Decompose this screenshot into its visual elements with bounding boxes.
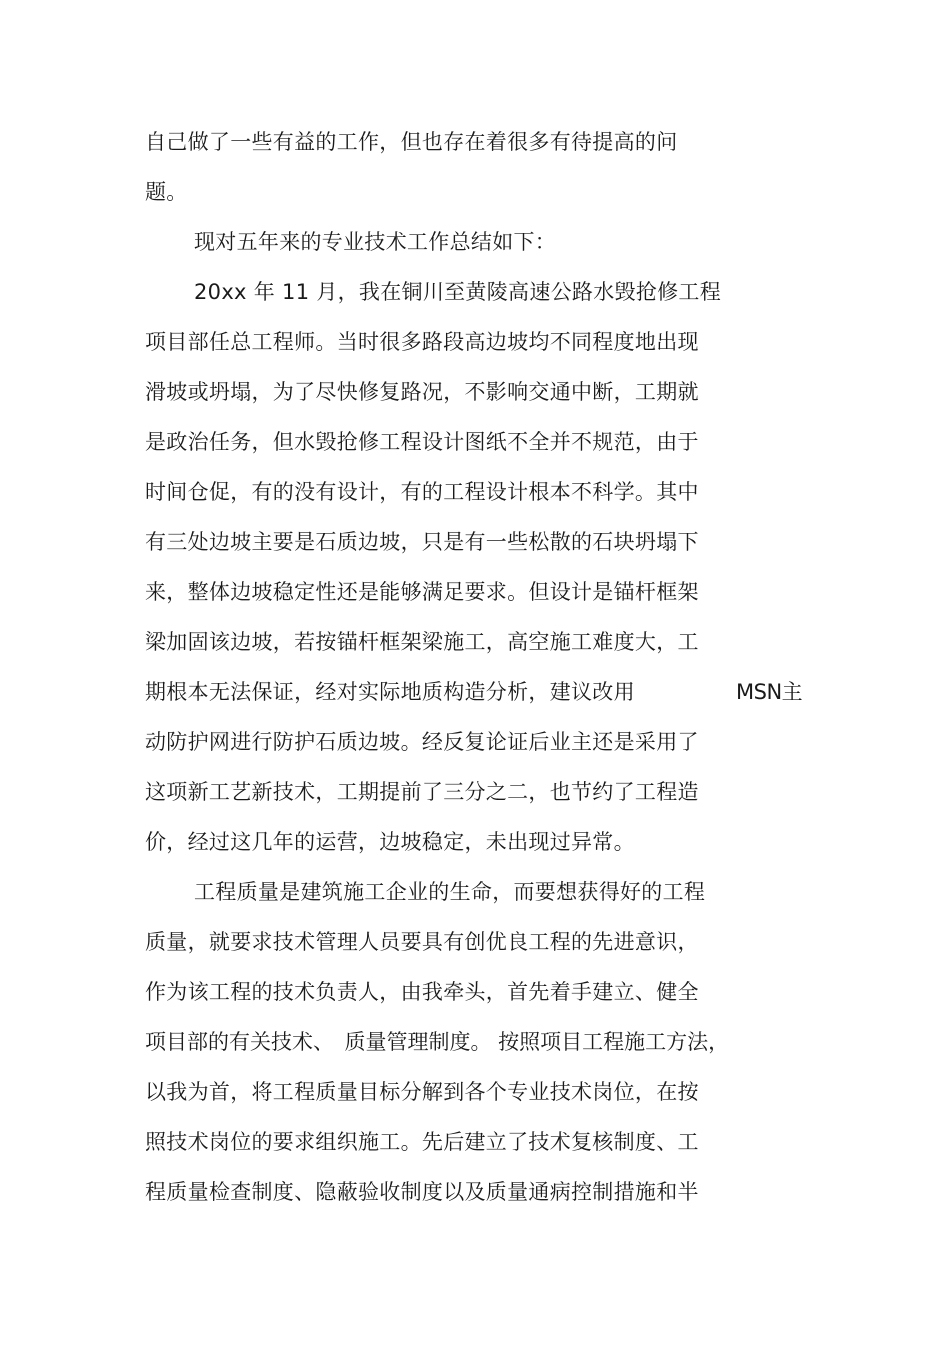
text-line-5: 项目部任总工程师。当时很多路段高边坡均不同程度地出现 [145,330,699,354]
text-line-22: 程质量检查制度、隐蔽验收制度以及质量通病控制措施和半 [145,1180,699,1204]
text-line-15: 价，经过这几年的运营，边坡稳定，未出现过异常。 [145,830,635,854]
text-line-19: 项目部的有关技术、 质量管理制度。 按照项目工程施工方法， [145,1030,730,1054]
text-line-10: 来，整体边坡稳定性还是能够满足要求。但设计是锚杆框架 [145,580,699,604]
text-line-3: 现对五年来的专业技术工作总结如下： [194,230,557,254]
text-line-9: 有三处边坡主要是石质边坡，只是有一些松散的石块坍塌下 [145,530,699,554]
text-line-6: 滑坡或坍塌，为了尽快修复路况，不影响交通中断，工期就 [145,380,699,404]
text-line-14: 这项新工艺新技术，工期提前了三分之二，也节约了工程造 [145,780,699,804]
text-line-2: 题。 [145,180,188,204]
text-line-1: 自己做了一些有益的工作，但也存在着很多有待提高的问 [145,130,678,154]
text-line-12: 期根本无法保证，经对实际地质构造分析，建议改用 [145,680,635,704]
text-line-4: 20xx 年 11 月，我在铜川至黄陵高速公路水毁抢修工程 [194,280,722,304]
text-line-18: 作为该工程的技术负责人，由我牵头，首先着手建立、健全 [145,980,699,1004]
text-line-20: 以我为首，将工程质量目标分解到各个专业技术岗位，在按 [145,1080,699,1104]
text-line-21: 照技术岗位的要求组织施工。先后建立了技术复核制度、工 [145,1130,699,1154]
text-line-13: 动防护网进行防护石质边坡。经反复论证后业主还是采用了 [145,730,699,754]
text-line-7: 是政治任务，但水毁抢修工程设计图纸不全并不规范，由于 [145,430,699,454]
text-line-17: 质量，就要求技术管理人员要具有创优良工程的先进意识， [145,930,699,954]
text-line-16: 工程质量是建筑施工企业的生命，而要想获得好的工程 [194,880,706,904]
text-line-8: 时间仓促，有的没有设计，有的工程设计根本不科学。其中 [145,480,699,504]
text-line-12-tail: MSN主 [736,680,803,704]
text-line-11: 梁加固该边坡，若按锚杆框架梁施工，高空施工难度大，工 [145,630,699,654]
